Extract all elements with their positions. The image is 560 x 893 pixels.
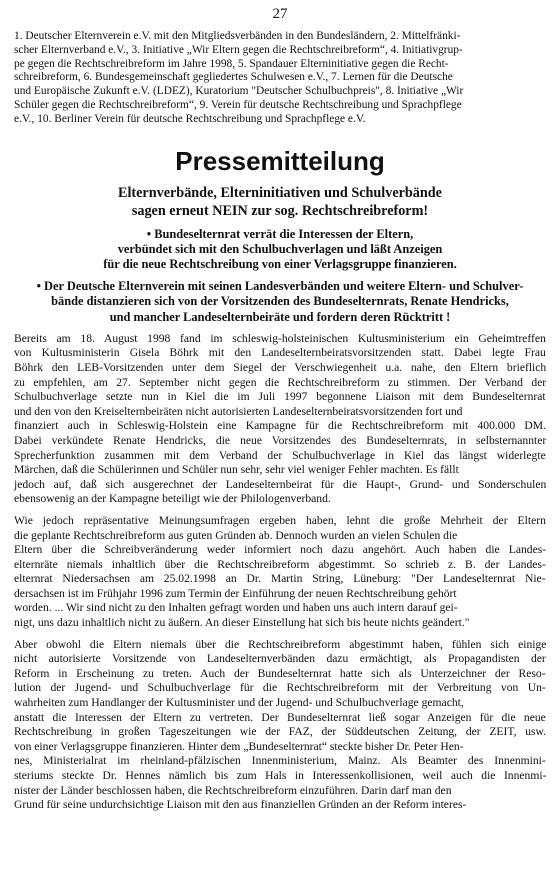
text-line: Grund für seine undurchsichtige Liaison mit den aus finanziellen Gründen an der Reform interes-	[14, 798, 467, 812]
text-line: • Bundeselternrat verrät die Interessen der Eltern,	[146, 226, 414, 241]
text-line: anstatt die Interessen der Eltern zu vertreten. Der Bundeselternrat ließ sogar Anzeigen für die neue	[14, 710, 546, 724]
text-line: Schulbuchverlage setzte nun in Kiel die im Juli 1997 begonnene Liaison mit dem Bundeselternrat	[14, 390, 546, 404]
text-line: sagen erneut NEIN zur sog. Rechtschreibreform!	[131, 202, 429, 219]
text-line: und Europäische Zukunft e.V. (LDEZ), Kuratorium "Deutscher Schulbuchpreis", 8. Initiative „Wir	[14, 85, 464, 98]
text-line: Märchen, daß die Schülerinnen und Schüler nun sehr, sehr viel weniger Fehler machten. Es fällt	[14, 463, 459, 477]
page-number: 27	[272, 6, 288, 22]
document-page	[14, 0, 546, 813]
text-line: die geplante Rechtschreibreform aus guten Gründen ab. Dennoch wurden an vielen Schulen die	[14, 528, 458, 542]
text-line: scher Elternverband e.V., 3. Initiative „Wir Eltern gegen die Rechtschreibreform“, 4. Initiativgrup-	[14, 43, 463, 56]
text-line: und den von den Kreiselternbeiräten nicht autorisierten Landeselternbeiratsvorsitzenden fort und	[14, 404, 463, 418]
text-line: Elternverbände, Elterninitiativen und Schulverbände	[118, 184, 442, 201]
text-line: bände distanzieren sich von der Vorsitzenden des Bundeselternrats, Renate Hendricks,	[51, 294, 509, 309]
text-line: finanziert auch in Schleswig-Holstein eine Kampagne für die Rechtschreibreform mit 400.000 DM.	[14, 419, 547, 433]
text-line: von einer Verlagsgruppe finanzieren. Hinter dem „Bundeselternrat“ steckte bisher Dr. Peter Hen-	[14, 739, 464, 753]
text-line: pe gegen die Rechtschreibreform im Jahre 1998, 5. Spandauer Elterninitiative gegen die Recht-	[14, 57, 449, 70]
text-line: Reform in Erscheinung zu treten. Auch der Bundeselternrat hatte sich als Unterzeichner der Reso-	[14, 666, 546, 680]
bullet-bundeselternrat	[14, 227, 546, 273]
text-line: Rechtschreibung in großen Tageszeitungen wie der FAZ, der Süddeutschen Zeitung, der ZEIT, usw.	[14, 725, 547, 739]
text-line: nicht autorisierte Vorsitzende von Landeselternverbänden dazu ermächtigt, als Propagandisten der	[14, 652, 546, 666]
text-line: Böhrk den LEB-Vorsitzenden unter dem Siegel der Verschwiegenheit u.a. nahe, den Eltern brieflich	[14, 360, 547, 374]
text-line: nister der Länder beschlossen haben, die Rechtschreibreform einzuführen. Darin darf man den	[14, 783, 452, 797]
text-line: nigt, uns dazu inhaltlich nicht zu äußern. An dieser Einstellung hat sich bis heute nichts geändert."	[14, 616, 470, 630]
text-line: Bereits am 18. August 1998 fand im schleswig-holsteinischen Kultusministerium ein Geheimtreffen	[14, 331, 546, 345]
text-line: zu empfehlen, am 27. September nicht gegen die Rechtschreibreform zu stimmen. Der Verband der	[14, 375, 547, 389]
text-line: schreibreform, 6. Bundesgemeinschaft gegliedertes Schulwesen e.V., 7. Lernen für die Deutsche	[14, 71, 453, 84]
text-line: Schüler gegen die Rechtschreibreform“, 9. Verein für deutsche Rechtschreibung und Sprachpflege	[14, 98, 462, 111]
text-line: worden. ... Wir sind nicht zu den Inhalten gefragt worden und haben uns auch intern darauf gei-	[14, 601, 458, 615]
headline	[14, 184, 546, 220]
text-line: und mancher Landeselternbeiräte und fordern deren Rücktritt !	[109, 309, 451, 324]
text-line: e.V., 10. Berliner Verein für deutsche Rechtschreibung und Sprachpflege e.V.	[14, 112, 366, 125]
text-line: Dabei verkündete Renate Hendricks, die neue Vorsitzendes des Bundeselternrats, in selbsternannter	[14, 433, 547, 447]
text-line: steriums steckte Dr. Hennes nämlich bis zum Hals in Interessenkollisionen, weil auch die Innenmi-	[14, 769, 547, 783]
press-release-title: Pressemitteilung	[175, 145, 385, 176]
paragraph-propagandisten	[14, 638, 546, 813]
text-line: Eltern über die Schreibveränderung weder informiert noch dazu angehört. Auch haben die Landes-	[14, 543, 547, 557]
text-line: Aber obwohl die Eltern niemals über die Rechtschreibreform abgestimmt haben, fühlen sich einige	[14, 637, 547, 651]
text-line: nes, Ministerialrat im rheinland-pfälzischen Innenministerium, Mainz. Als Beamter des Innenmini-	[14, 754, 546, 768]
text-line: verbündet sich mit den Schulbuchverlagen und läßt Anzeigen	[117, 241, 443, 256]
text-line: • Der Deutsche Elternverein mit seinen Landesverbänden und weitere Eltern- und Schulver-	[36, 279, 524, 294]
signatory-list	[14, 30, 546, 127]
text-line: für die neue Rechtschreibung von einer Verlagsgruppe finanzieren.	[103, 256, 457, 271]
text-line: 1. Deutscher Elternverein e.V. mit den Mitgliedsverbänden in den Bundesländern, 2. Mittelfränki-	[14, 30, 461, 42]
text-line: ebensowenig an der Kampagne beteiligt wie der Philologenverband.	[14, 492, 331, 506]
text-line: elternräte niemals inhaltlich über die Rechtschreibreform abgestimmt. So schrieb z. B. der Landes-	[14, 557, 546, 571]
text-line: dersachsen ist im Frühjahr 1996 zum Termin der Einführung der neuen Rechtschreibung gehört	[14, 586, 457, 600]
text-line: elternrat Niedersachsen am 25.02.1998 an Dr. Martin String, Lüneburg: "Der Landeselternrat Nie-	[14, 572, 546, 586]
text-line: lution der Jugend- und Schulbuchverlage für die Rechtschreibreform mit der Verbreitung von Un-	[14, 681, 546, 695]
text-line: wahrheiten zum Handlanger der Kultusminister und der Jugend- und Schulbuchverlage gemacht,	[14, 696, 464, 710]
bullet-elternverein	[14, 279, 546, 325]
paragraph-meinungsumfragen	[14, 514, 546, 631]
text-line: jedoch auf, daß sich ausgerechnet der Landeselternbeirat für die Haupt-, Grund- und Sonderschulen	[14, 477, 547, 491]
paragraph-geheimtreffen	[14, 332, 546, 507]
text-line: von Kultusministerin Gisela Böhrk mit den Landeselternbeiratsvorsitzenden statt. Dabei legte Frau	[14, 346, 546, 360]
text-line: Wie jedoch repräsentative Meinungsumfragen ergeben haben, lehnt die große Mehrheit der Eltern	[14, 513, 546, 527]
text-line: Sprecherfunktion zusammen mit dem Verband der Schulbuchverlage in Kiel das längst widerlegte	[14, 448, 546, 462]
